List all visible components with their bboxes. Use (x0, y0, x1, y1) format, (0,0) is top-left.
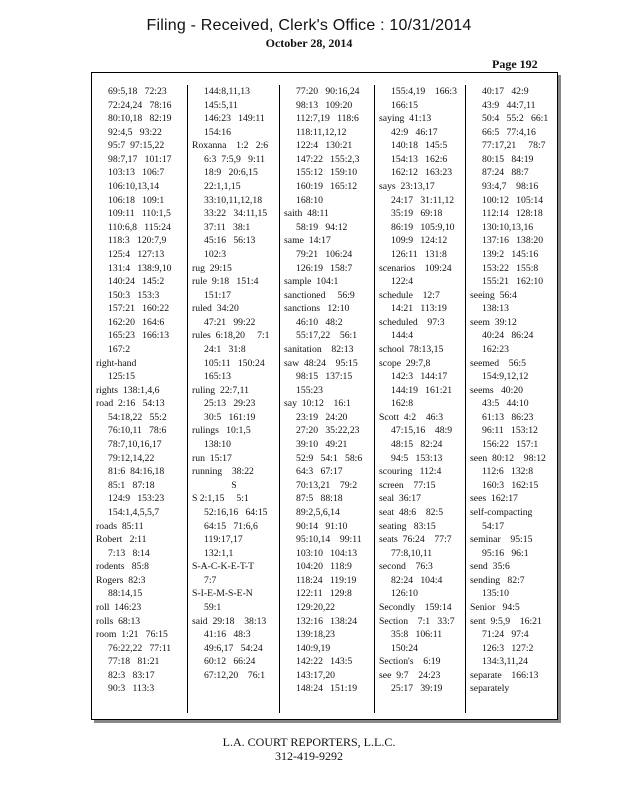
index-subentry: 64:3 67:17 (296, 466, 343, 478)
index-subentry: 87:5 88:18 (296, 493, 343, 505)
index-subentry: 162:23 (482, 343, 509, 355)
index-subentry: 22:1,1,15 (204, 181, 241, 193)
index-subentry: 7:13 8:14 (108, 547, 150, 559)
index-subentry: 64:15 71:6,6 (204, 520, 258, 532)
index-subentry: 87:24 88:7 (482, 167, 529, 179)
index-subentry: 59:1 (204, 601, 222, 613)
index-subentry: 48:15 82:24 (391, 439, 443, 451)
index-subentry: 135:10 (482, 588, 509, 600)
index-entry: rule 9:18 151:4 (192, 276, 259, 288)
index-subentry: 54:17 (482, 520, 505, 532)
index-entry: said 29:18 38:13 (192, 615, 267, 627)
index-entry: Senior 94:5 (470, 601, 520, 613)
index-entry: rules 6:18,20 7:1 (192, 330, 270, 342)
index-entry: seeing 56:4 (470, 289, 517, 301)
index-subentry: 98:15 137:15 (296, 371, 353, 383)
index-subentry: 145:5,11 (204, 99, 238, 111)
index-entry: sent 9:5,9 16:21 (470, 615, 542, 627)
index-subentry: 160:19 165:12 (296, 181, 358, 193)
index-entry: seemed 56:5 (470, 357, 526, 369)
index-subentry: 76:10,11 78:6 (108, 425, 167, 437)
index-subentry: 23:19 24:20 (296, 411, 348, 423)
index-entry: separate 166:13 (470, 669, 539, 681)
index-subentry: 153:22 155:8 (482, 262, 539, 274)
index-subentry: 140:18 145:5 (391, 140, 448, 152)
index-subentry: 144:19 161:21 (391, 384, 453, 396)
index-subentry: 52:16,16 64:15 (204, 506, 268, 518)
index-subentry: 168:10 (296, 194, 323, 206)
index-subentry: 122:11 129:8 (296, 588, 352, 600)
index-subentry: 126:11 131:8 (391, 248, 447, 260)
index-subentry: 154:1,4,5,5,7 (108, 506, 160, 518)
index-subentry: 134:3,11,24 (482, 656, 528, 668)
index-subentry: 42:9 46:17 (391, 126, 438, 138)
index-subentry: 104:20 118:9 (296, 561, 352, 573)
index-entry: seminar 95:15 (470, 534, 533, 546)
index-entry: seem 39:12 (470, 316, 517, 328)
index-entry: saith 48:11 (284, 208, 329, 220)
index-subentry: 132:16 138:24 (296, 615, 358, 627)
index-subentry: 18:9 20:6,15 (204, 167, 258, 179)
index-subentry: 24:1 31:8 (204, 343, 246, 355)
index-subentry: 79:21 106:24 (296, 248, 353, 260)
index-subentry: 106:18 109:1 (108, 194, 165, 206)
index-subentry: 82:3 83:17 (108, 669, 155, 681)
index-subentry: 142:3 144:17 (391, 371, 448, 383)
index-subentry: 160:3 162:15 (482, 479, 539, 491)
index-subentry: 40:24 86:24 (482, 330, 534, 342)
index-subentry: 148:24 151:19 (296, 683, 358, 695)
index-subentry: 126:19 158:7 (296, 262, 353, 274)
filing-stamp: Filing - Received, Clerk's Office : 10/31/2014 (146, 17, 472, 34)
index-entry: see 9:7 24:23 (379, 669, 441, 681)
index-subentry: 119:17,17 (204, 534, 243, 546)
index-subentry: 93:4,7 98:16 (482, 181, 539, 193)
index-subentry: 155:23 (296, 384, 323, 396)
index-subentry: 154:16 (204, 126, 231, 138)
index-subentry: 35:8 106:11 (391, 629, 443, 641)
index-entry: seems 40:20 (470, 384, 524, 396)
index-subentry: 105:11 150:24 (204, 357, 265, 369)
index-subentry: 162:8 (391, 398, 414, 410)
index-subentry: 14:21 113:19 (391, 303, 447, 315)
index-subentry: 80:10,18 82:19 (108, 113, 172, 125)
index-subentry: 139:18,23 (296, 629, 336, 641)
index-subentry: 137:16 138:20 (482, 235, 544, 247)
index-subentry: 110:6,8 115:24 (108, 221, 171, 233)
index-subentry: 46:10 48:2 (296, 316, 343, 328)
index-entry: ruled 34:20 (192, 303, 239, 315)
index-entry: ruling 22:7,11 (192, 384, 249, 396)
index-subentry: 45:16 56:13 (204, 235, 256, 247)
index-entry: sanitation 82:13 (284, 343, 354, 355)
index-entry: sample 104:1 (284, 276, 339, 288)
index-subentry: 77:20 90:16,24 (296, 86, 360, 97)
index-subentry: 156:22 157:1 (482, 439, 539, 451)
index-entry: sanctioned 56:9 (284, 289, 355, 301)
index-subentry: 55:17,22 56:1 (296, 330, 358, 342)
index-subentry: 126:3 127:2 (482, 642, 534, 654)
index-entry: Secondly 159:14 (379, 601, 452, 613)
index-entry: rolls 68:13 (96, 615, 141, 627)
index-entry: Roxanna 1:2 2:6 (192, 140, 269, 152)
index-entry: separately (470, 683, 510, 695)
index-subentry: 162:12 163:23 (391, 167, 453, 179)
index-subentry: 154:13 162:6 (391, 153, 448, 165)
index-entry: seen 80:12 98:12 (470, 452, 546, 464)
index-entry: sanctions 12:10 (284, 303, 350, 315)
index-subentry: 138:10 (204, 439, 231, 451)
index-subentry: 154:9,12,12 (482, 371, 529, 383)
index-subentry: 50:4 55:2 66:1 (482, 113, 549, 125)
index-subentry: 79:12,14,22 (108, 452, 155, 464)
index-subentry: 67:12,20 76:1 (204, 669, 266, 681)
index-entry: screen 77:15 (379, 479, 436, 491)
index-subentry: 35:19 69:18 (391, 208, 443, 220)
index-subentry: 140:9,19 (296, 642, 331, 654)
index-subentry: 92:4,5 93:22 (108, 126, 162, 138)
index-entry: scheduled 97:3 (379, 316, 445, 328)
index-subentry: 157:21 160:22 (108, 303, 170, 315)
index-entry: seat 48:6 82:5 (379, 506, 444, 518)
index-subentry: 27:20 35:22,23 (296, 425, 360, 437)
index-subentry: 103:10 104:13 (296, 547, 358, 559)
index-entry: scope 29:7,8 (379, 357, 431, 369)
index-subentry: 162:20 164:6 (108, 316, 165, 328)
index-subentry: 155:12 159:10 (296, 167, 358, 179)
index-entry: run 15:17 (192, 452, 232, 464)
index-subentry: 139:2 145:16 (482, 248, 539, 260)
index-subentry: 40:17 42:9 (482, 86, 529, 97)
index-subentry: 100:12 105:14 (482, 194, 544, 206)
index-subentry: 167:2 (108, 343, 131, 355)
index-entry: schedule 12:7 (379, 289, 440, 301)
index-subentry: 66:5 77:4,16 (482, 126, 536, 138)
index-subentry: 77:18 81:21 (108, 656, 160, 668)
index-subentry: 89:2,5,6,14 (296, 506, 340, 518)
index-subentry: 69:5,18 72:23 (108, 86, 167, 97)
index-subentry: 98:7,17 101:17 (108, 153, 172, 165)
index-subentry: 130:10,13,16 (482, 221, 534, 233)
index-subentry: 118:24 119:19 (296, 574, 357, 586)
index-subentry: 138:13 (482, 303, 509, 315)
index-subentry: 24:17 31:11,12 (391, 194, 455, 206)
index-subentry: 118:3 120:7,9 (108, 235, 167, 247)
index-subentry: 47:15,16 48:9 (391, 425, 453, 437)
index-subentry: 151:17 (204, 289, 231, 301)
index-subentry: 155:4,19 166:3 (391, 86, 457, 97)
index-subentry: 98:13 109:20 (296, 99, 353, 111)
index-column-4 (374, 85, 470, 713)
index-subentry: 142:22 143:5 (296, 656, 353, 668)
index-subentry: 140:24 145:2 (108, 276, 165, 288)
index-subentry: 47:21 99:22 (204, 316, 256, 328)
index-subentry: 126:10 (391, 588, 418, 600)
index-subentry: 25:13 29:23 (204, 398, 256, 410)
index-subentry: 144:8,11,13 (204, 86, 250, 97)
index-entry: S-A-C-K-E-T-T (192, 561, 255, 573)
index-subentry: 70:13,21 79:2 (296, 479, 358, 491)
index-entry: seats 76:24 77:7 (379, 534, 452, 546)
index-entry: rights 138:1,4,6 (96, 384, 160, 396)
index-subentry: 77:8,10,11 (391, 547, 433, 559)
page-number: Page 192 (492, 57, 538, 71)
index-subentry: 78:7,10,16,17 (108, 439, 162, 451)
index-subentry: 6:3 7:5,9 9:11 (204, 153, 265, 165)
deposition-date: October 28, 2014 (265, 36, 353, 50)
index-column-2 (187, 85, 284, 713)
index-subentry: 88:14,15 (108, 588, 143, 600)
index-subentry: 25:17 39:19 (391, 683, 443, 695)
index-subentry: 150:24 (391, 642, 418, 654)
index-entry: says 23:13,17 (379, 181, 435, 193)
index-entry: seal 36:17 (379, 493, 421, 505)
index-entry: right-hand (96, 357, 137, 369)
index-subentry: 90:14 91:10 (296, 520, 348, 532)
court-reporter-phone: 312-419-9292 (275, 749, 343, 763)
index-subentry: 71:24 97:4 (482, 629, 529, 641)
index-subentry: 96:11 153:12 (482, 425, 538, 437)
index-subentry: 54:18,22 55:2 (108, 411, 167, 423)
index-subentry: 125:4 127:13 (108, 248, 165, 260)
index-subentry: 33:22 34:11,15 (204, 208, 268, 220)
index-subentry: 39:10 49:21 (296, 439, 348, 451)
index-subentry: 95:16 96:1 (482, 547, 529, 559)
index-subentry: 131:4 138:9,10 (108, 262, 172, 274)
index-subentry: 76:22,22 77:11 (108, 642, 172, 654)
index-entry: Scott 4:2 46:3 (379, 411, 444, 423)
index-subentry: 147:22 155:2,3 (296, 153, 360, 165)
index-entry: say 10:12 16:1 (284, 398, 351, 410)
court-reporter-name: L.A. COURT REPORTERS, L.L.C. (222, 735, 396, 749)
index-subentry: 129:20,22 (296, 601, 336, 613)
index-letter-heading: S (231, 479, 237, 491)
index-entry: second 76:3 (379, 561, 433, 573)
index-subentry: 72:24,24 78:16 (108, 99, 172, 111)
index-entry: S 2:1,15 5:1 (192, 493, 249, 505)
index-subentry: 122:4 (391, 276, 414, 288)
index-entry: scouring 112:4 (379, 466, 442, 478)
index-entry: S-I-E-M-S-E-N (192, 588, 253, 600)
index-subentry: 124:9 153:23 (108, 493, 165, 505)
index-subentry: 150:3 153:3 (108, 289, 160, 301)
index-entry: roads 85:11 (96, 520, 144, 532)
index-subentry: 86:19 105:9,10 (391, 221, 455, 233)
index-subentry: 166:15 (391, 99, 418, 111)
index-subentry: 132:1,1 (204, 547, 234, 559)
word-index-table (91, 72, 558, 720)
index-entry: saying 41:13 (379, 113, 432, 125)
index-subentry: 82:24 104:4 (391, 574, 443, 586)
index-subentry: 85:1 87:18 (108, 479, 155, 491)
index-subentry: 60:12 66:24 (204, 656, 256, 668)
index-subentry: 125:15 (108, 371, 135, 383)
index-subentry: 165:13 (204, 371, 231, 383)
index-subentry: 43:9 44:7,11 (482, 99, 536, 111)
index-subentry: 80:15 84:19 (482, 153, 534, 165)
index-entry: self-compacting (470, 506, 533, 518)
index-subentry: 103:13 106:7 (108, 167, 165, 179)
index-subentry: 52:9 54:1 58:6 (296, 452, 363, 464)
index-subentry: 61:13 86:23 (482, 411, 534, 423)
index-entry: sees 162:17 (470, 493, 518, 505)
index-subentry: 118:11,12,12 (296, 126, 347, 138)
index-entry: seating 83:15 (379, 520, 436, 532)
index-column-5 (465, 85, 558, 713)
index-entry: Section's 6:19 (379, 656, 441, 668)
index-entry: Rogers 82:3 (96, 574, 146, 586)
index-subentry: 95:7 97:15,22 (108, 140, 165, 152)
index-subentry: 37:11 38:1 (204, 221, 251, 233)
index-subentry: 94:5 153:13 (391, 452, 443, 464)
index-entry: scenarios 109:24 (379, 262, 452, 274)
index-entry: running 38:22 (192, 466, 254, 478)
index-column-3 (279, 85, 375, 713)
index-subentry: 106:10,13,14 (108, 181, 160, 193)
index-entry: road 2:16 54:13 (96, 398, 165, 410)
index-subentry: 146:23 149:11 (204, 113, 265, 125)
index-subentry: 144:4 (391, 330, 414, 342)
index-subentry: 58:19 94:12 (296, 221, 348, 233)
index-subentry: 90:3 113:3 (108, 683, 155, 695)
index-subentry: 109:9 124:12 (391, 235, 448, 247)
index-subentry: 49:6,17 54:24 (204, 642, 263, 654)
index-subentry: 143:17,20 (296, 669, 336, 681)
index-entry: rodents 85:8 (96, 561, 150, 573)
index-entry: room 1:21 76:15 (96, 629, 168, 641)
index-entry: same 14:17 (284, 235, 331, 247)
index-entry: send 35:6 (470, 561, 510, 573)
index-subentry: 95:10,14 99:11 (296, 534, 362, 546)
index-subentry: 122:4 130:21 (296, 140, 353, 152)
index-entry: rug 29:15 (192, 262, 232, 274)
index-column-1 (92, 85, 187, 713)
index-entry: saw 48:24 95:15 (284, 357, 358, 369)
index-subentry: 81:6 84:16,18 (108, 466, 165, 478)
index-entry: Section 7:1 33:7 (379, 615, 455, 627)
index-subentry: 77:17,21 78:7 (482, 140, 546, 152)
index-entry: Robert 2:11 (96, 534, 147, 546)
index-entry: sending 82:7 (470, 574, 525, 586)
index-subentry: 102:3 (204, 248, 227, 260)
index-entry: roll 146:23 (96, 601, 142, 613)
index-subentry: 165:23 166:13 (108, 330, 170, 342)
index-entry: rulings 10:1,5 (192, 425, 251, 437)
index-subentry: 109:11 110:1,5 (108, 208, 171, 220)
index-entry: school 78:13,15 (379, 343, 444, 355)
index-subentry: 155:21 162:10 (482, 276, 544, 288)
index-subentry: 112:14 128:18 (482, 208, 543, 220)
index-subentry: 41:16 48:3 (204, 629, 251, 641)
index-subentry: 7:7 (204, 574, 217, 586)
index-subentry: 112:7,19 118:6 (296, 113, 359, 125)
index-subentry: 30:5 161:19 (204, 411, 256, 423)
index-subentry: 33:10,11,12,18 (204, 194, 263, 206)
index-subentry: 112:6 132:8 (482, 466, 534, 478)
index-subentry: 43:5 44:10 (482, 398, 529, 410)
